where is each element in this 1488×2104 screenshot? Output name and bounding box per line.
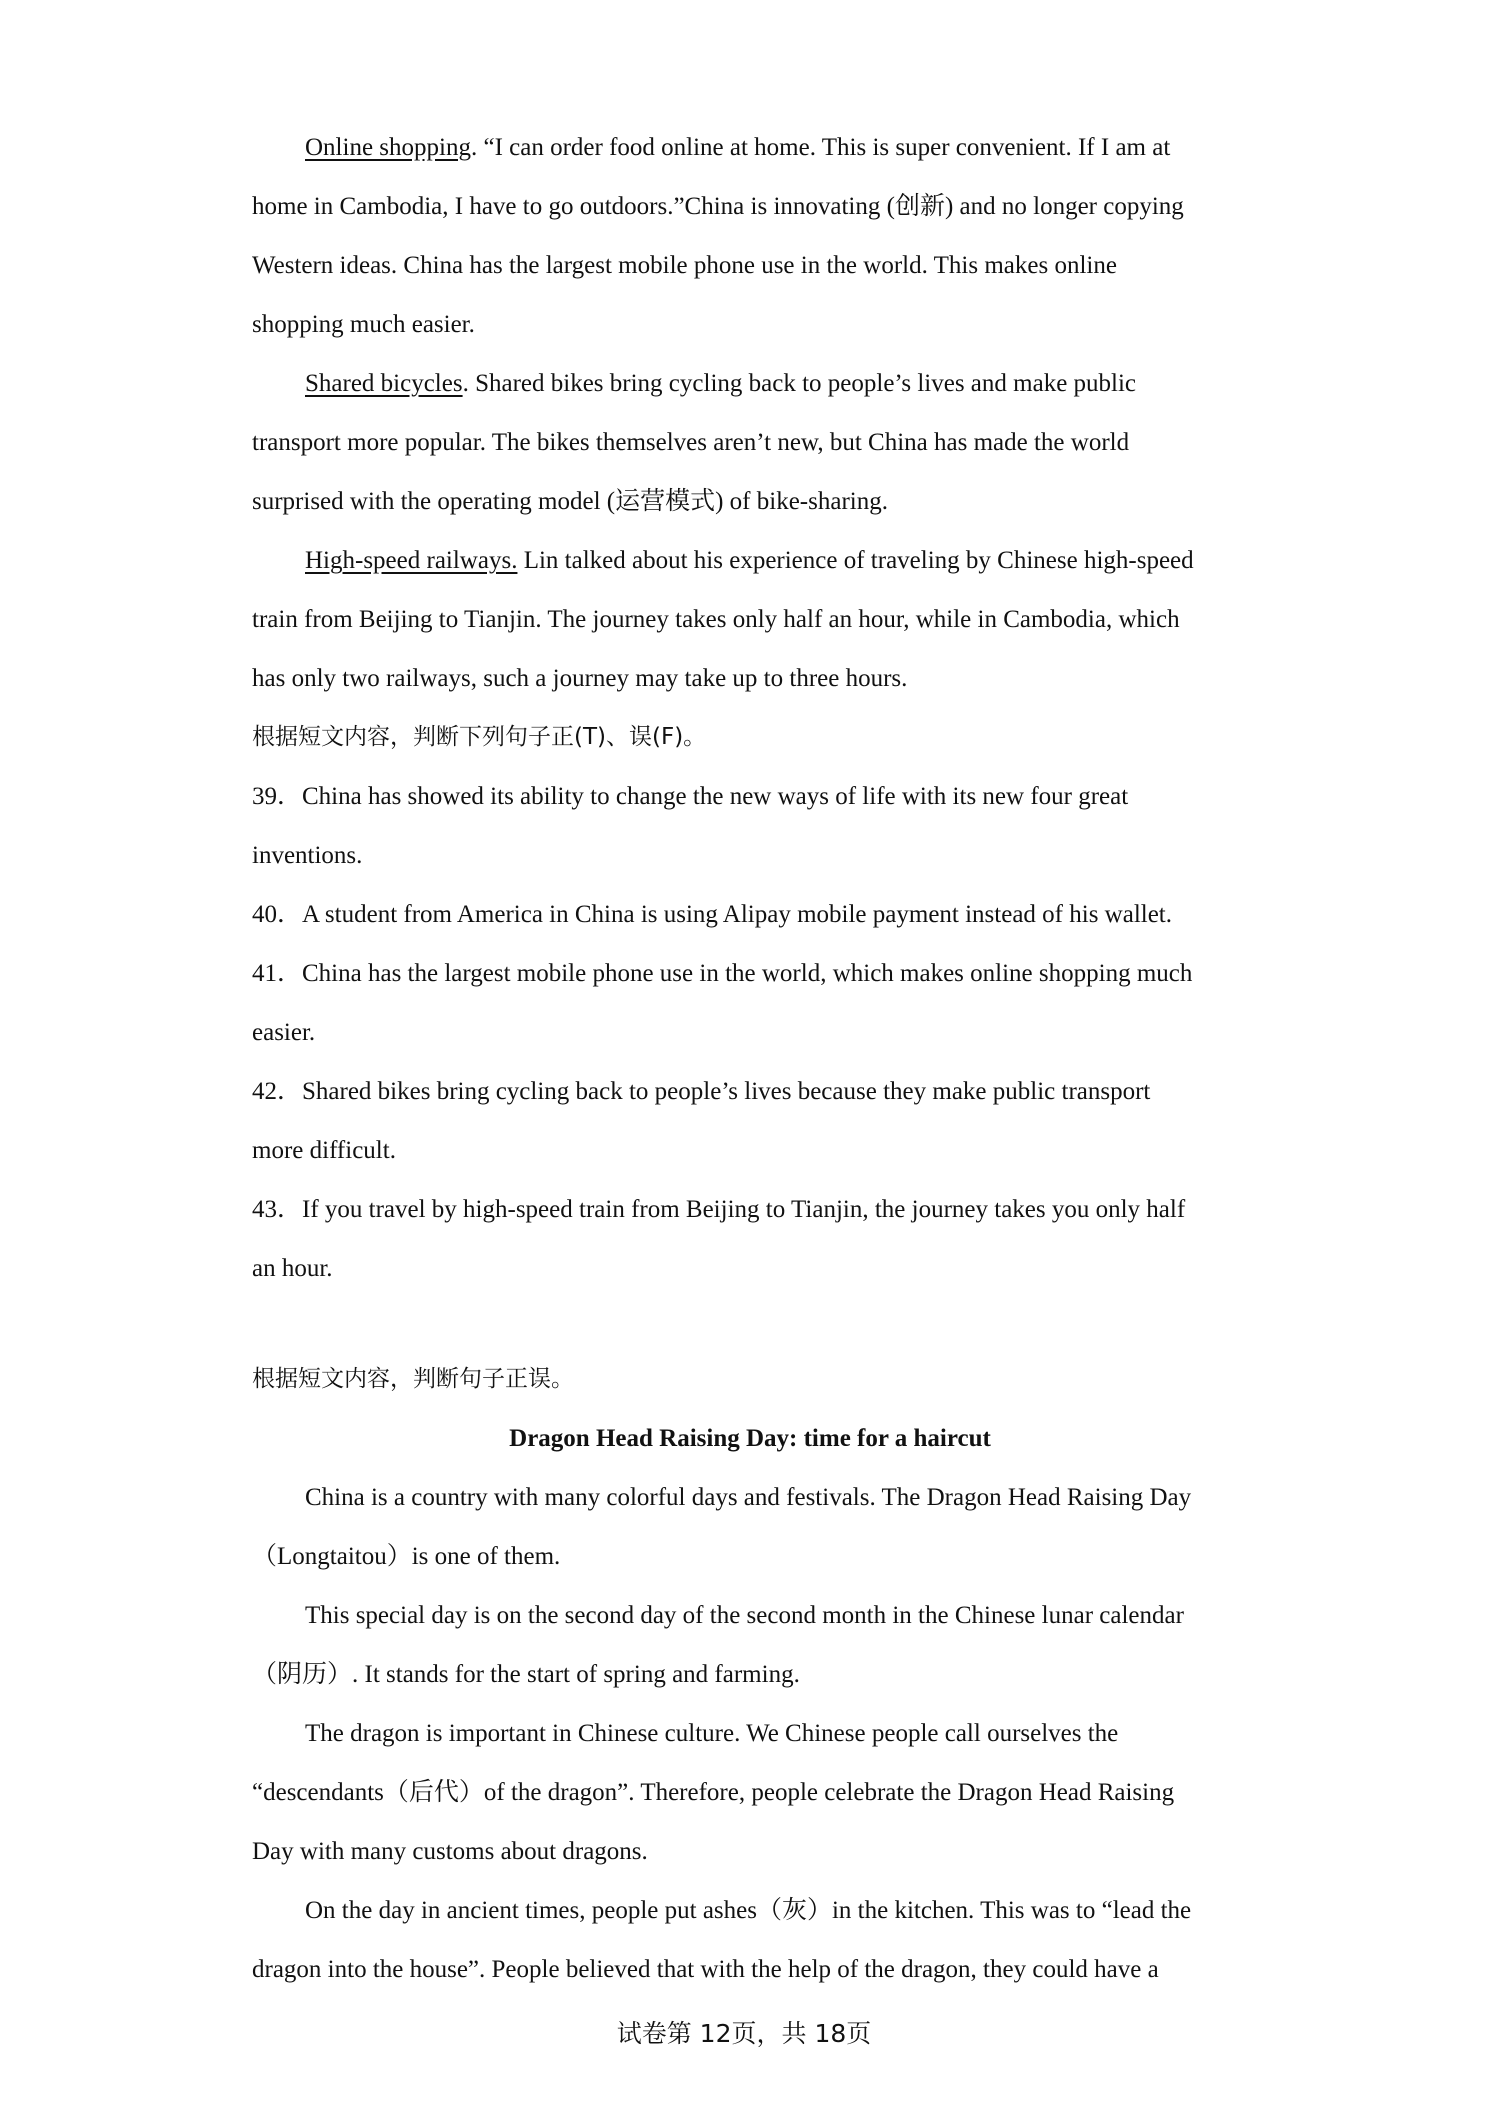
instruction-judge: 根据短文内容，判断句子正误。 — [252, 1366, 574, 1392]
p2-para-1-line-2: （Longtaitou）is one of them. — [252, 1543, 561, 1570]
question-43-line-2: an hour. — [252, 1255, 333, 1282]
question-43-line-1: 43．If you travel by high-speed train from Beijing to Tianjin, the journey takes you only half — [252, 1196, 1186, 1223]
question-39-line-2: inventions. — [252, 842, 363, 869]
question-41-line-2: easier. — [252, 1019, 316, 1046]
p2-para-3-line-2: “descendants（后代）of the dragon”. Therefore, people celebrate the Dragon Head Raising — [252, 1779, 1175, 1806]
exam-page — [252, 118, 1248, 1999]
p2-para-2-line-2: （阴历）. It stands for the start of spring and farming. — [252, 1661, 800, 1688]
heading-online-shopping: Online shopping — [305, 134, 471, 161]
passage-title: Dragon Head Raising Day: time for a haircut — [509, 1425, 991, 1452]
para-rail-line-2: train from Beijing to Tianjin. The journey takes only half an hour, while in Cambodia, which — [252, 606, 1180, 633]
p2-para-1-line-1: China is a country with many colorful days and festivals. The Dragon Head Raising Day — [305, 1484, 1192, 1511]
para-online-line-1: Online shopping. “I can order food online at home. This is super convenient. If I am at — [305, 134, 1171, 161]
para-online-line-2: home in Cambodia, I have to go outdoors.”China is innovating (创新) and no longer copying — [252, 193, 1184, 220]
page-footer: 试卷第 12页，共 18页 — [616, 2019, 872, 2048]
p2-para-3-line-1: The dragon is important in Chinese culture. We Chinese people call ourselves the — [305, 1720, 1119, 1747]
question-39-line-1: 39．China has showed its ability to change the new ways of life with its new four great — [252, 783, 1129, 810]
question-41-line-1: 41．China has the largest mobile phone use in the world, which makes online shopping much — [252, 960, 1193, 987]
p2-para-3-line-3: Day with many customs about dragons. — [252, 1838, 648, 1865]
heading-high-speed-railways: High-speed railways. — [305, 547, 518, 574]
heading-shared-bicycles: Shared bicycles — [305, 370, 463, 397]
p2-para-4-line-1: On the day in ancient times, people put ashes（灰）in the kitchen. This was to “lead the — [305, 1897, 1192, 1924]
p2-para-2-line-1: This special day is on the second day of the second month in the Chinese lunar calendar — [305, 1602, 1184, 1629]
p2-para-4-line-2: dragon into the house”. People believed that with the help of the dragon, they could have a — [252, 1956, 1159, 1983]
para-bikes-line-2: transport more popular. The bikes themselves aren’t new, but China has made the world — [252, 429, 1130, 456]
para-rail-line-3: has only two railways, such a journey may take up to three hours. — [252, 665, 908, 692]
para-bikes-line-1: Shared bicycles. Shared bikes bring cycling back to people’s lives and make public — [305, 370, 1137, 397]
question-42-line-2: more difficult. — [252, 1137, 396, 1164]
instruction-tf: 根据短文内容，判断下列句子正(T)、误(F)。 — [252, 724, 707, 750]
para-online-line-3: Western ideas. China has the largest mobile phone use in the world. This makes online — [252, 252, 1117, 279]
section-gap — [252, 1298, 1248, 1350]
question-40-line-1: 40．A student from America in China is using Alipay mobile payment instead of his wallet. — [252, 901, 1173, 928]
para-online-line-4: shopping much easier. — [252, 311, 475, 338]
question-42-line-1: 42．Shared bikes bring cycling back to people’s lives because they make public transport — [252, 1078, 1151, 1105]
para-rail-line-1: High-speed railways. Lin talked about his experience of traveling by Chinese high-speed — [305, 547, 1194, 574]
para-bikes-line-3: surprised with the operating model (运营模式) of bike-sharing. — [252, 488, 888, 515]
